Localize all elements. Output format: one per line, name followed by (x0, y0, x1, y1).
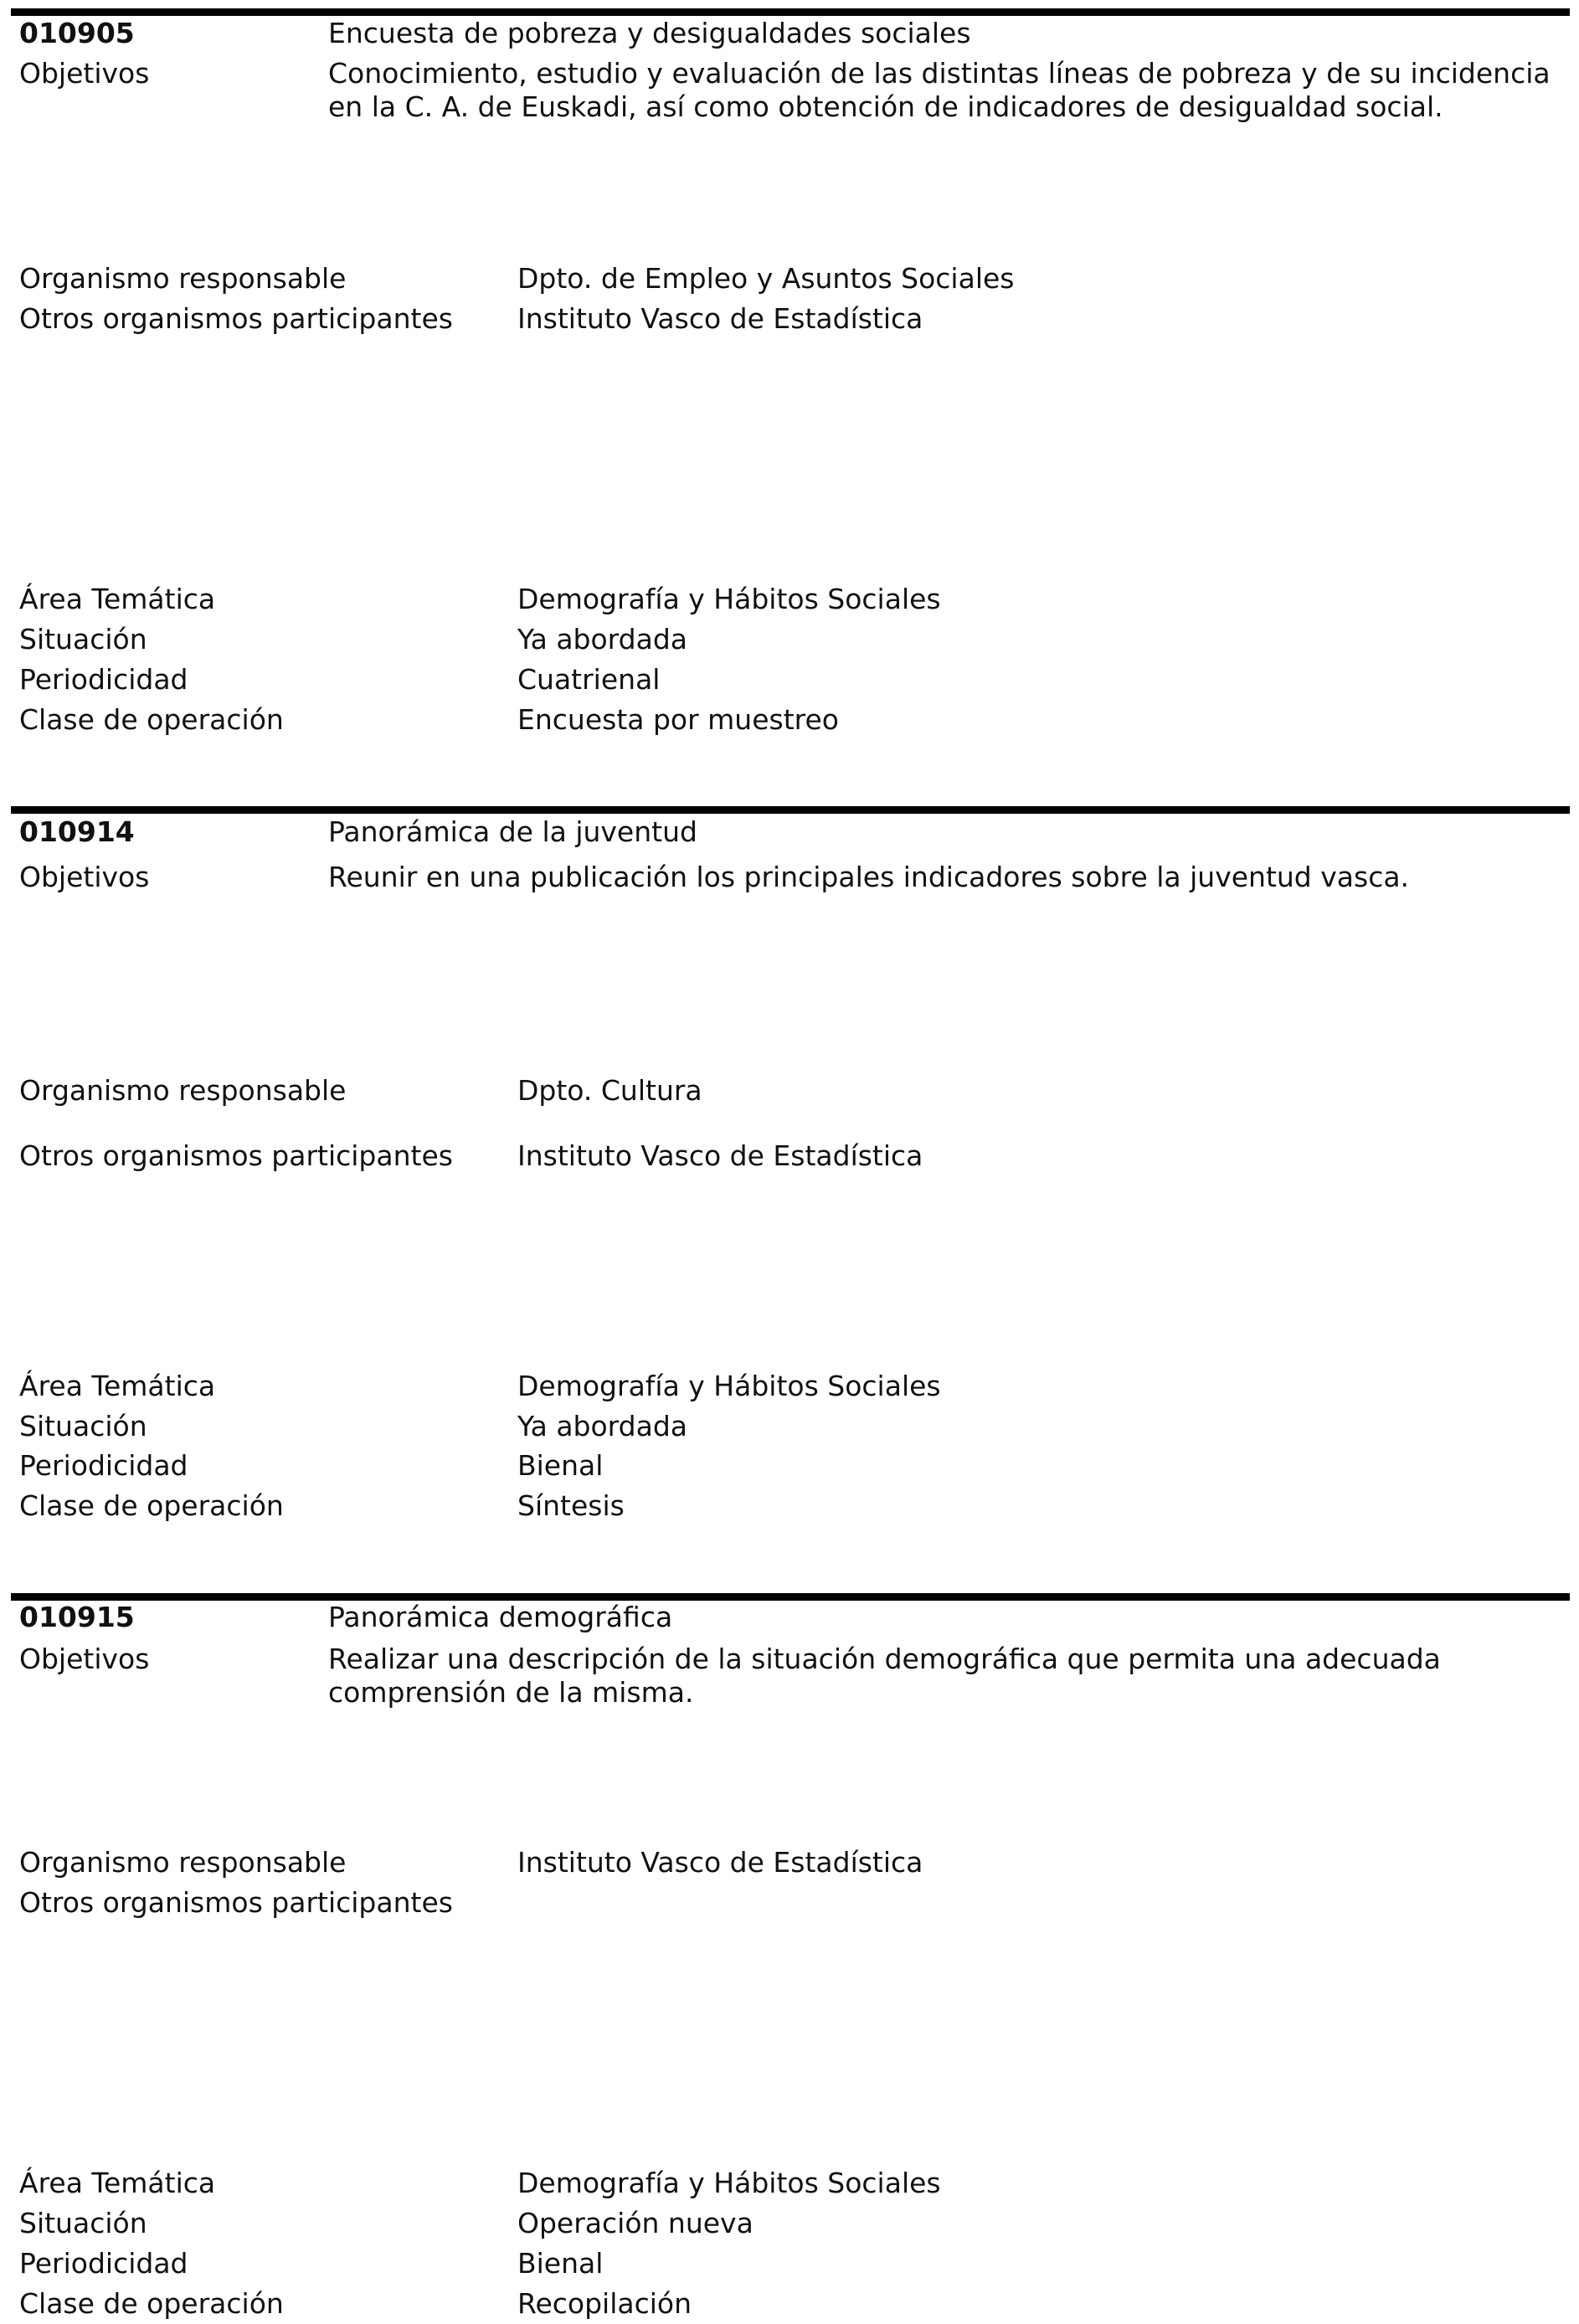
objetivos-label: Objetivos (19, 861, 150, 893)
clase-value: Recopilación (517, 2287, 692, 2320)
clase-value: Encuesta por muestreo (517, 703, 839, 736)
otros-value: Instituto Vasco de Estadística (517, 1139, 923, 1172)
organismo-value: Dpto. de Empleo y Asuntos Sociales (517, 262, 1015, 295)
area-value: Demografía y Hábitos Sociales (517, 583, 941, 615)
periodicidad-label: Periodicidad (19, 1449, 188, 1482)
situacion-label: Situación (19, 1410, 147, 1442)
objetivos-text: Reunir en una publicación los principales indicadores sobre la juventud vasca. (328, 861, 1410, 893)
otros-label: Otros organismos participantes (19, 1139, 453, 1172)
situacion-value: Ya abordada (517, 623, 688, 656)
record-divider (11, 1593, 1570, 1601)
periodicidad-label: Periodicidad (19, 663, 188, 696)
record-title: Panorámica de la juventud (328, 815, 697, 848)
organismo-value: Instituto Vasco de Estadística (517, 1846, 923, 1879)
otros-label: Otros organismos participantes (19, 302, 453, 335)
periodicidad-value: Bienal (517, 1449, 604, 1482)
area-label: Área Temática (19, 1370, 216, 1402)
organismo-label: Organismo responsable (19, 262, 347, 295)
area-label: Área Temática (19, 2167, 216, 2199)
objetivos-text: Conocimiento, estudio y evaluación de las distintas líneas de pobreza y de su incidencia en la C. A. de Euskadi, así como obtención de indicadores de desigualdad social. (328, 57, 1551, 123)
objetivos-label: Objetivos (19, 1643, 150, 1675)
clase-value: Síntesis (517, 1489, 625, 1522)
situacion-value: Ya abordada (517, 1410, 688, 1442)
situacion-label: Situación (19, 2207, 147, 2239)
area-value: Demografía y Hábitos Sociales (517, 2167, 941, 2199)
record-code: 010915 (19, 1601, 135, 1633)
clase-label: Clase de operación (19, 2287, 284, 2320)
clase-label: Clase de operación (19, 1489, 284, 1522)
record-divider (11, 806, 1570, 814)
periodicidad-value: Cuatrienal (517, 663, 661, 696)
periodicidad-label: Periodicidad (19, 2247, 188, 2280)
situacion-value: Operación nueva (517, 2207, 753, 2239)
otros-value: Instituto Vasco de Estadística (517, 302, 923, 335)
record-title: Panorámica demográfica (328, 1601, 673, 1633)
otros-label: Otros organismos participantes (19, 1886, 453, 1919)
record-title: Encuesta de pobreza y desigualdades sociales (328, 17, 971, 49)
situacion-label: Situación (19, 623, 147, 656)
organismo-label: Organismo responsable (19, 1846, 347, 1879)
clase-label: Clase de operación (19, 703, 284, 736)
record-code: 010905 (19, 17, 135, 49)
objetivos-label: Objetivos (19, 57, 150, 90)
organismo-label: Organismo responsable (19, 1074, 347, 1107)
periodicidad-value: Bienal (517, 2247, 604, 2280)
objetivos-text: Realizar una descripción de la situación demográfica que permita una adecuada comprensión de la misma. (328, 1643, 1441, 1709)
record-code: 010914 (19, 815, 135, 848)
area-value: Demografía y Hábitos Sociales (517, 1370, 941, 1402)
area-label: Área Temática (19, 583, 216, 615)
organismo-value: Dpto. Cultura (517, 1074, 702, 1107)
